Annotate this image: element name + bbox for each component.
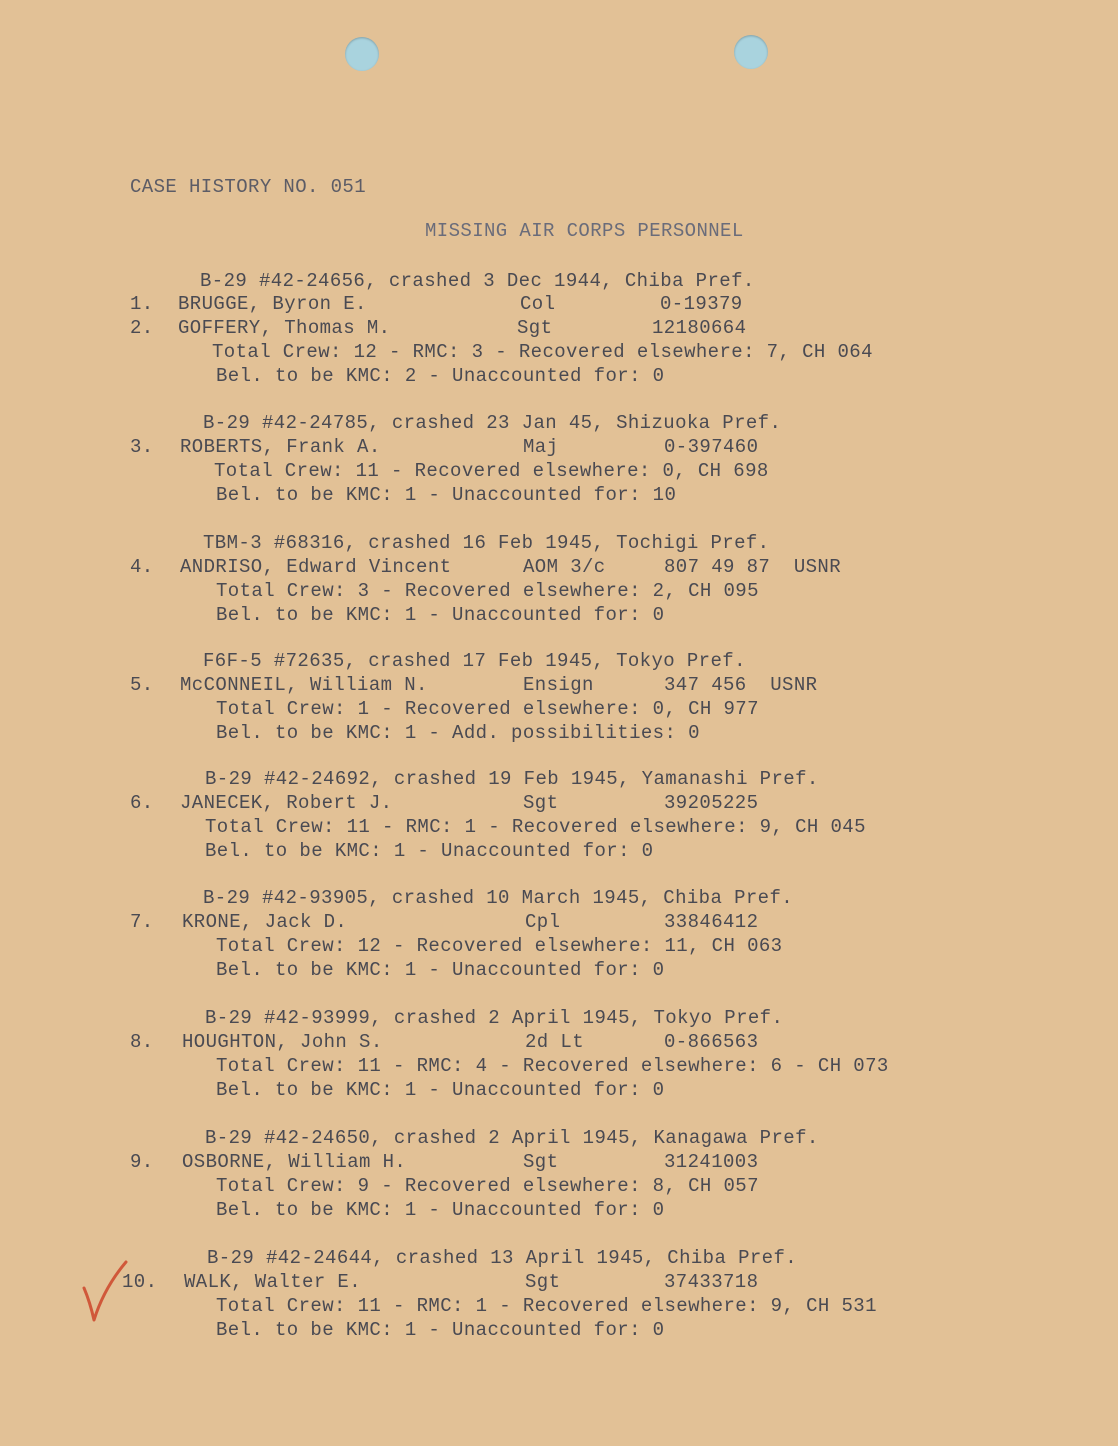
person-rank: 2d Lt — [525, 1031, 585, 1053]
person-name: HOUGHTON, John S. — [182, 1031, 383, 1053]
entry-number: 4. — [130, 556, 154, 578]
entry-number: 9. — [130, 1151, 154, 1173]
totals-line: Bel. to be KMC: 2 - Unaccounted for: 0 — [216, 365, 665, 387]
aircraft-line: B-29 #42-93905, crashed 10 March 1945, Chiba Pref. — [203, 887, 794, 909]
person-rank: Col — [520, 293, 556, 315]
entry-number: 5. — [130, 674, 154, 696]
aircraft-line: B-29 #42-24650, crashed 2 April 1945, Kanagawa Pref. — [205, 1127, 819, 1149]
person-serial: 0-397460 — [664, 436, 759, 458]
person-serial: 31241003 — [664, 1151, 759, 1173]
totals-line: Total Crew: 9 - Recovered elsewhere: 8, CH 057 — [216, 1175, 759, 1197]
person-rank: Sgt — [525, 1271, 561, 1293]
totals-line: Total Crew: 11 - RMC: 1 - Recovered elsewhere: 9, CH 045 — [205, 816, 866, 838]
totals-line: Total Crew: 3 - Recovered elsewhere: 2, CH 095 — [216, 580, 759, 602]
person-name: ROBERTS, Frank A. — [180, 436, 381, 458]
totals-line: Total Crew: 11 - RMC: 1 - Recovered elsewhere: 9, CH 531 — [216, 1295, 877, 1317]
aircraft-line: B-29 #42-24692, crashed 19 Feb 1945, Yamanashi Pref. — [205, 768, 819, 790]
person-rank: Sgt — [523, 1151, 559, 1173]
person-name: ANDRISO, Edward Vincent — [180, 556, 452, 578]
totals-line: Bel. to be KMC: 1 - Unaccounted for: 0 — [216, 959, 665, 981]
entry-number: 6. — [130, 792, 154, 814]
person-rank: Sgt — [523, 792, 559, 814]
entry-number: 1. — [130, 293, 154, 315]
totals-line: Bel. to be KMC: 1 - Unaccounted for: 0 — [205, 840, 654, 862]
person-name: OSBORNE, William H. — [182, 1151, 407, 1173]
entry-number: 3. — [130, 436, 154, 458]
totals-line: Bel. to be KMC: 1 - Unaccounted for: 10 — [216, 484, 677, 506]
aircraft-line: B-29 #42-24656, crashed 3 Dec 1944, Chiba Pref. — [200, 270, 755, 292]
totals-line: Total Crew: 12 - RMC: 3 - Recovered elsewhere: 7, CH 064 — [212, 341, 873, 363]
person-serial: 0-866563 — [664, 1031, 759, 1053]
red-check-mark-icon — [80, 1258, 130, 1328]
entry-number: 7. — [130, 911, 154, 933]
person-serial: 347 456 USNR — [664, 674, 818, 696]
person-serial: 0-19379 — [660, 293, 743, 315]
totals-line: Total Crew: 11 - Recovered elsewhere: 0, CH 698 — [214, 460, 769, 482]
person-serial: 12180664 — [652, 317, 747, 339]
page-title: MISSING AIR CORPS PERSONNEL — [425, 220, 744, 242]
totals-line: Bel. to be KMC: 1 - Unaccounted for: 0 — [216, 1079, 665, 1101]
case-history-number: CASE HISTORY NO. 051 — [130, 176, 367, 198]
person-serial: 37433718 — [664, 1271, 759, 1293]
punch-hole-left — [345, 37, 379, 71]
punch-hole-right — [734, 35, 768, 69]
person-name: GOFFERY, Thomas M. — [178, 317, 391, 339]
person-rank: Sgt — [517, 317, 553, 339]
aircraft-line: TBM-3 #68316, crashed 16 Feb 1945, Tochigi Pref. — [203, 532, 770, 554]
entry-number: 8. — [130, 1031, 154, 1053]
person-serial: 33846412 — [664, 911, 759, 933]
entry-number: 2. — [130, 317, 154, 339]
person-rank: AOM 3/c — [523, 556, 606, 578]
person-rank: Cpl — [525, 911, 561, 933]
person-name: McCONNEIL, William N. — [180, 674, 428, 696]
person-rank: Maj — [523, 436, 559, 458]
totals-line: Total Crew: 1 - Recovered elsewhere: 0, CH 977 — [216, 698, 759, 720]
person-serial: 807 49 87 USNR — [664, 556, 842, 578]
person-name: JANECEK, Robert J. — [180, 792, 393, 814]
aircraft-line: F6F-5 #72635, crashed 17 Feb 1945, Tokyo Pref. — [203, 650, 746, 672]
entry-number: 10. — [122, 1271, 158, 1293]
totals-line: Bel. to be KMC: 1 - Unaccounted for: 0 — [216, 1319, 665, 1341]
person-serial: 39205225 — [664, 792, 759, 814]
totals-line: Total Crew: 12 - Recovered elsewhere: 11, CH 063 — [216, 935, 783, 957]
person-rank: Ensign — [523, 674, 594, 696]
totals-line: Bel. to be KMC: 1 - Unaccounted for: 0 — [216, 1199, 665, 1221]
totals-line: Total Crew: 11 - RMC: 4 - Recovered elsewhere: 6 - CH 073 — [216, 1055, 889, 1077]
aircraft-line: B-29 #42-93999, crashed 2 April 1945, Tokyo Pref. — [205, 1007, 784, 1029]
person-name: KRONE, Jack D. — [182, 911, 348, 933]
aircraft-line: B-29 #42-24785, crashed 23 Jan 45, Shizuoka Pref. — [203, 412, 782, 434]
person-name: WALK, Walter E. — [184, 1271, 362, 1293]
aircraft-line: B-29 #42-24644, crashed 13 April 1945, Chiba Pref. — [207, 1247, 798, 1269]
person-name: BRUGGE, Byron E. — [178, 293, 367, 315]
totals-line: Bel. to be KMC: 1 - Unaccounted for: 0 — [216, 604, 665, 626]
totals-line: Bel. to be KMC: 1 - Add. possibilities: 0 — [216, 722, 700, 744]
